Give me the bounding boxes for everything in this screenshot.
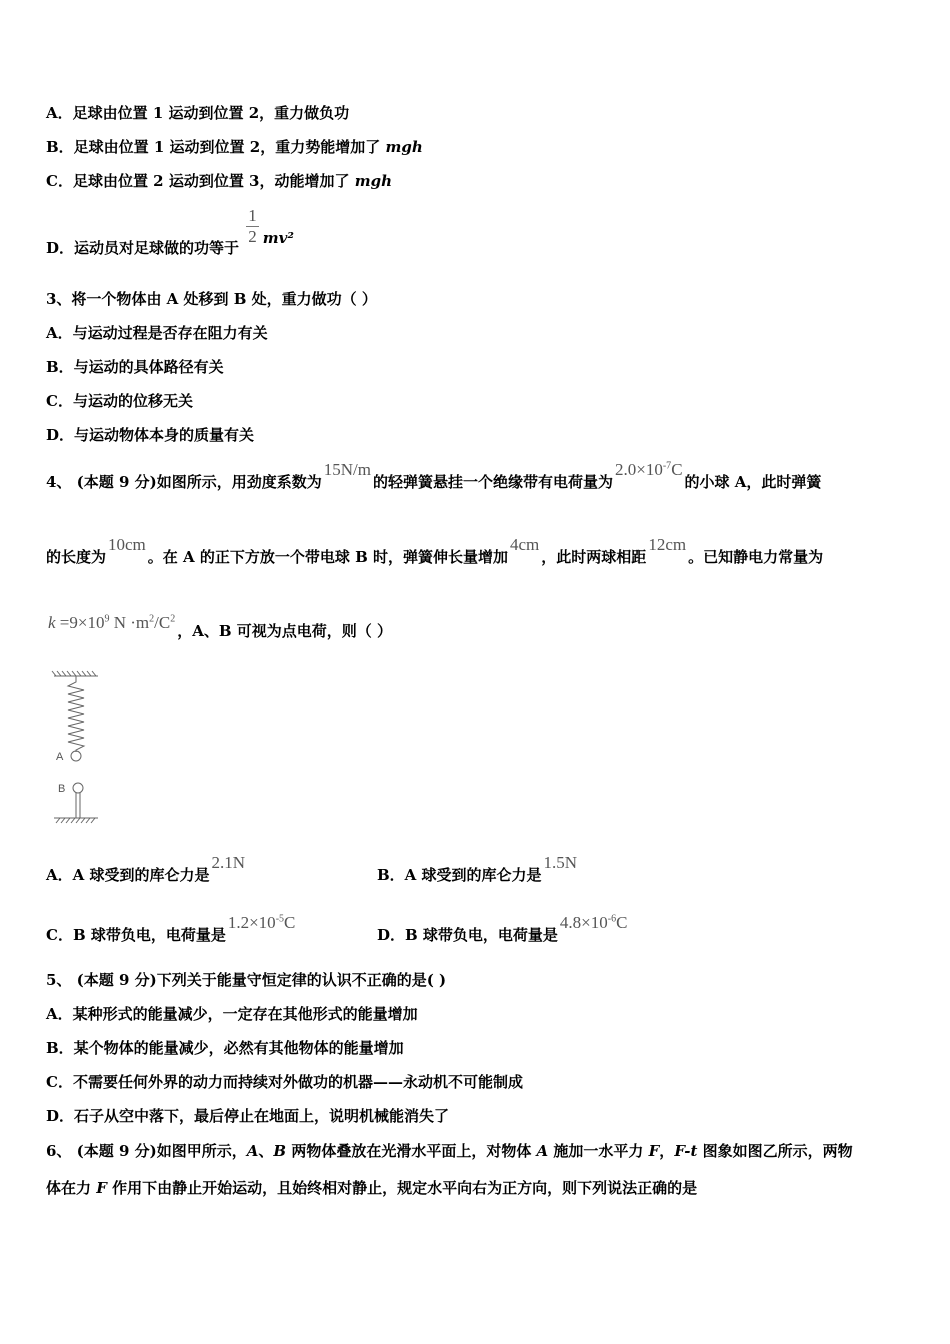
q2-option-c: C．足球由位置 2 运动到位置 3，动能增加了 mgh (46, 172, 392, 190)
q4-line2: 的长度为10cm。在 A 的正下方放一个带电球 B 时，弹簧伸长量增加4cm，此时两球相距12cm。已知静电力常量为 (46, 535, 824, 566)
floor-hatch (54, 818, 98, 823)
q3-option-c: C．与运动的位移无关 (46, 392, 193, 410)
formula-increase: 4cm (510, 535, 540, 554)
ceiling-hatch (52, 671, 98, 676)
q4-option-d: D．B 球带负电，电荷量是$4.8\times 10^{-6}C$ (377, 913, 628, 944)
ball-a (71, 751, 81, 761)
q3-option-b: B．与运动的具体路径有关 (46, 358, 224, 376)
q2-option-b: B．足球由位置 1 运动到位置 2，重力势能增加了 mgh (46, 138, 423, 156)
q4-line3: $k =9\times 10^9$ $N \cdot m^2/C^2$，A、B 可视为点电荷，则（ ） (48, 613, 392, 640)
formula-length: 10cm (108, 535, 146, 554)
formula-distance: 12cm (648, 535, 687, 554)
ball-b (73, 783, 83, 793)
spring-coil (68, 676, 84, 752)
q5-option-b: B．某个物体的能量减少，必然有其他物体的能量增加 (46, 1039, 404, 1057)
q5-stem: 5、 (本题 9 分)下列关于能量守恒定律的认识不正确的是( ) (46, 971, 447, 989)
q2-option-a: A．足球由位置 1 运动到位置 2，重力做负功 (46, 104, 350, 122)
formula-coulomb-constant: $k =9\times 10^9$ $N \cdot m^2/C^2$ (48, 613, 176, 632)
q6-line2: 体在力 F 作用下由静止开始运动，且始终相对静止，规定水平向右为正方向，则下列说法正确的是 (46, 1179, 698, 1197)
label-a: A (56, 751, 64, 763)
q4-option-b: B．A 球受到的库仑力是1.5N (377, 853, 578, 884)
label-b: B (58, 783, 66, 795)
formula-spring-constant: 15N/m (323, 460, 371, 479)
q4-option-a: A．A 球受到的库仑力是2.1N (46, 853, 246, 884)
q4-option-c: C．B 球带负电，电荷量是$1.2\times 10^{-5}C$ (46, 913, 296, 944)
q3-option-a: A．与运动过程是否存在阻力有关 (46, 324, 268, 342)
q5-option-a: A．某种形式的能量减少，一定存在其他形式的能量增加 (46, 1005, 418, 1023)
q3-stem: 3、将一个物体由 A 处移到 B 处，重力做功（ ） (46, 290, 377, 308)
spring-figure (50, 668, 110, 828)
q4-line1: 4、 (本题 9 分)如图所示，用劲度系数为15N/m的轻弹簧悬挂一个绝缘带有电荷量为$2.0\times 10^{-7}C$的小球 A，此时弹簧 (46, 460, 822, 491)
fraction-half: $\frac{1}{2}$ (248, 206, 257, 246)
q3-option-d: D．与运动物体本身的质量有关 (46, 426, 255, 444)
q6-line1: 6、 (本题 9 分)如图甲所示，A、B 两物体叠放在光滑水平面上，对物体 A 施加一水平力 F，F-t 图象如图乙所示，两物 (46, 1142, 853, 1160)
formula-charge-a: $2.0\times 10^{-7}C$ (615, 460, 683, 479)
q5-option-c: C．不需要任何外界的动力而持续对外做功的机器——永动机不可能制成 (46, 1073, 523, 1091)
q2-option-d: D．运动员对足球做的功等于 $\frac{1}{2}$ mv² (46, 206, 294, 257)
q5-option-d: D．石子从空中落下，最后停止在地面上，说明机械能消失了 (46, 1107, 450, 1125)
